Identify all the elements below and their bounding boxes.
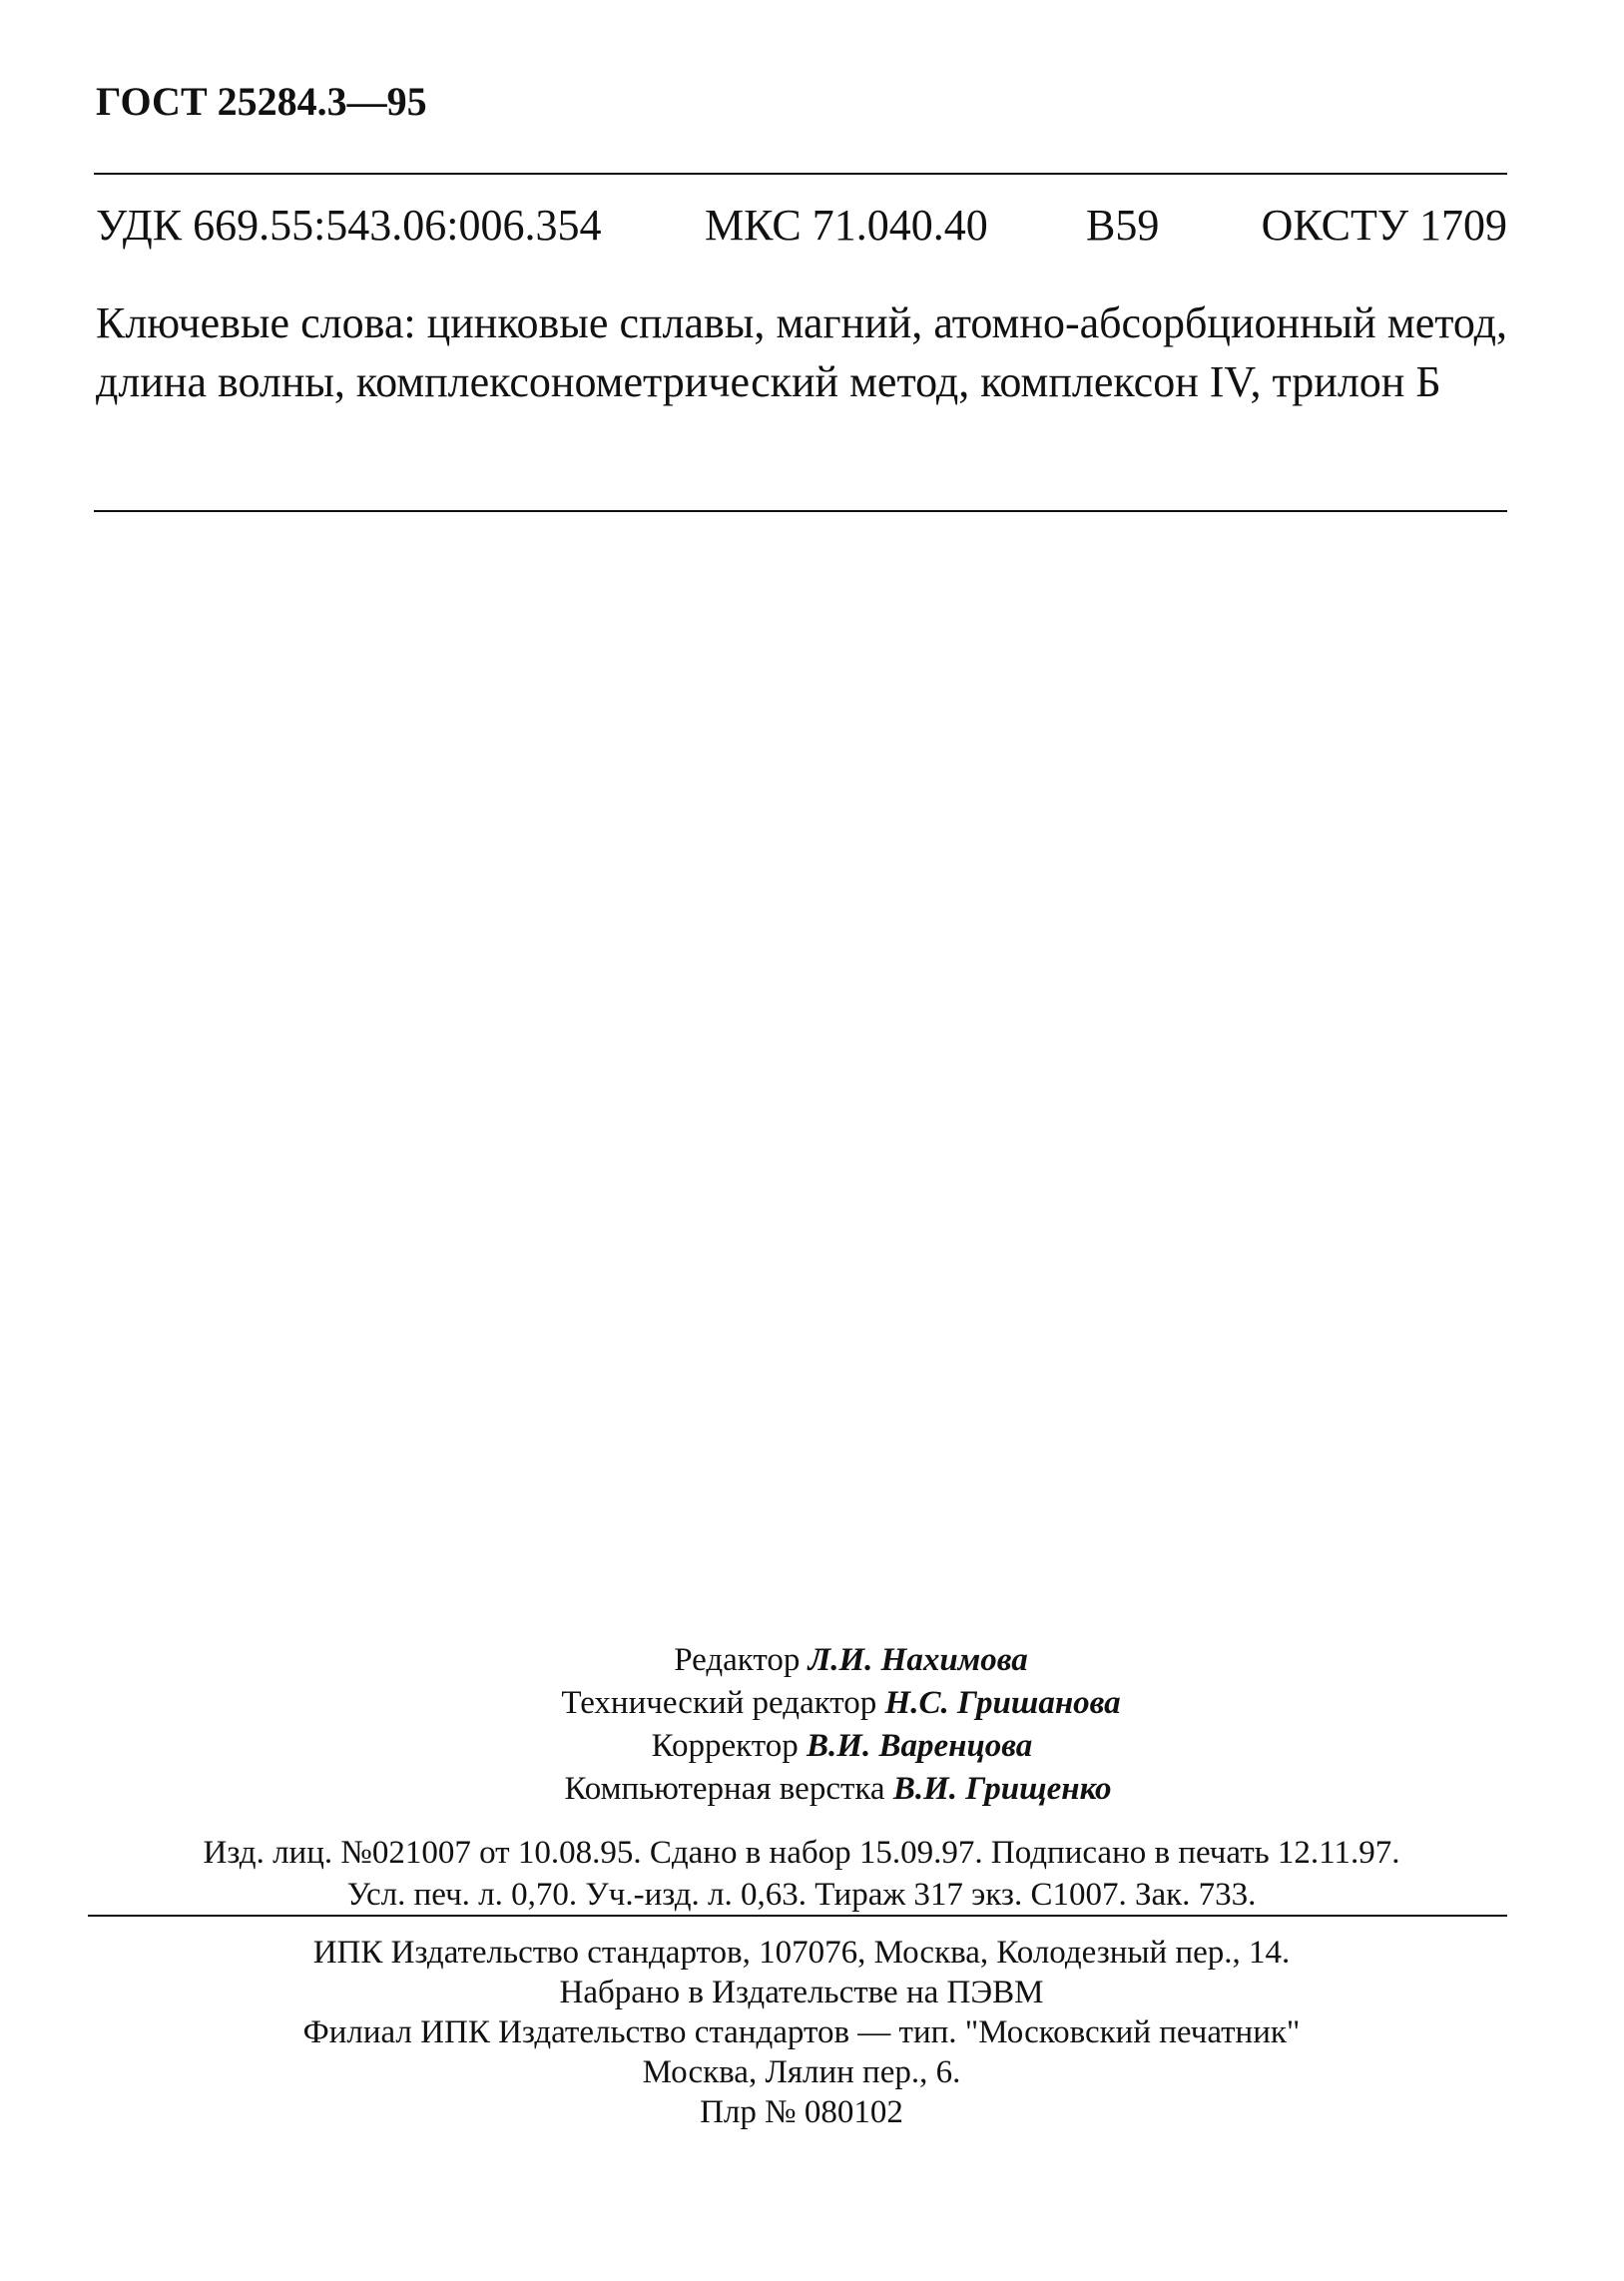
credit-tech-editor bbox=[0, 1682, 1624, 1725]
layout-name: В.И. Грищенко bbox=[892, 1771, 1112, 1807]
publication-line-1: Изд. лиц. №021007 от 10.08.95. Сдано в набор 15.09.97. Подписано в печать 12.11.97. bbox=[203, 1835, 1400, 1871]
credits-block bbox=[0, 1639, 1624, 1811]
imprint-line-2: Набрано в Издательстве на ПЭВМ bbox=[559, 1975, 1044, 2010]
keywords-paragraph: Ключевые слова: цинковые сплавы, магний, атомно-абсорбционный метод, длина волны, комплексонометрический метод, комплексон IV, трилон Б bbox=[96, 298, 1507, 406]
layout-role: Компьютерная верстка bbox=[564, 1771, 885, 1807]
standard-code: ГОСТ 25284.3—95 bbox=[96, 79, 427, 124]
imprint-line-4: Москва, Лялин пер., 6. bbox=[642, 2054, 961, 2090]
mks-code: МКС 71.040.40 bbox=[705, 201, 988, 250]
udk-code: УДК 669.55:543.06:006.354 bbox=[96, 201, 602, 250]
imprint-divider bbox=[88, 1915, 1507, 1917]
top-divider bbox=[94, 173, 1507, 175]
proofreader-name: В.И. Варенцова bbox=[807, 1728, 1033, 1764]
imprint-line-3: Филиал ИПК Издательство стандартов — тип. "Московский печатник" bbox=[302, 2014, 1301, 2050]
credit-layout bbox=[0, 1768, 1624, 1811]
imprint-line-5: Плр № 080102 bbox=[700, 2094, 903, 2130]
okstu-code: ОКСТУ 1709 bbox=[1261, 201, 1507, 250]
publication-line-2: Усл. печ. л. 0,70. Уч.-изд. л. 0,63. Тираж 317 экз. С1007. Зак. 733. bbox=[346, 1877, 1257, 1913]
imprint-line-1: ИПК Издательство стандартов, 107076, Москва, Колодезный пер., 14. bbox=[312, 1935, 1291, 1971]
credit-proofreader bbox=[0, 1725, 1624, 1768]
keywords-divider bbox=[94, 510, 1507, 512]
imprint-block bbox=[96, 1933, 1507, 2132]
editor-role: Редактор bbox=[674, 1642, 801, 1678]
tech-editor-name: Н.С. Гришанова bbox=[884, 1685, 1121, 1721]
tech-editor-role: Технический редактор bbox=[561, 1685, 877, 1721]
credit-editor bbox=[0, 1639, 1624, 1682]
publication-info bbox=[96, 1832, 1507, 1916]
proofreader-role: Корректор bbox=[651, 1728, 799, 1764]
group-code: В59 bbox=[1086, 201, 1160, 250]
editor-name: Л.И. Нахимова bbox=[808, 1642, 1028, 1678]
classification-row bbox=[96, 200, 1507, 260]
